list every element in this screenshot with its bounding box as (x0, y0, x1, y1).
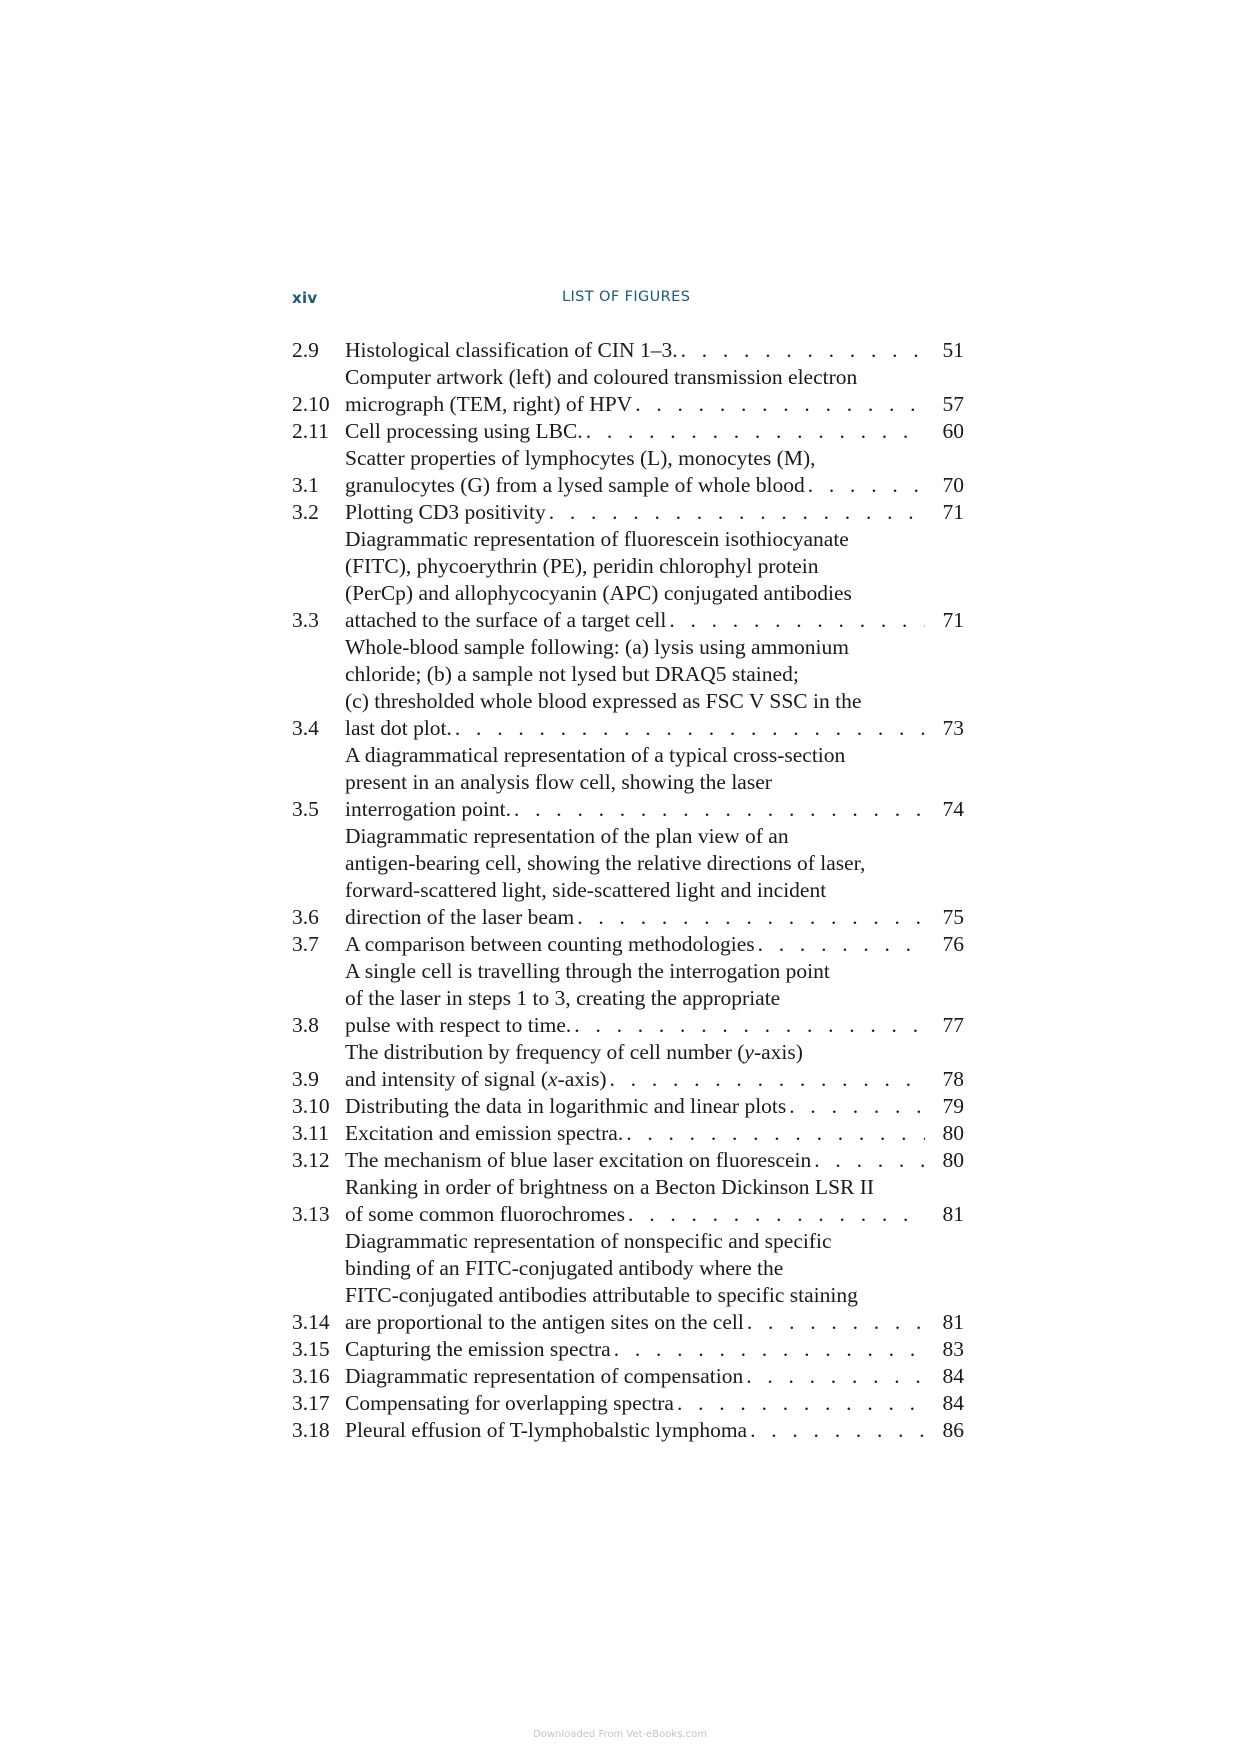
dot-leader (750, 1417, 925, 1444)
figure-number: 3.3 (292, 608, 319, 632)
figure-entry (292, 742, 964, 823)
dot-leader (574, 1012, 925, 1039)
caption-line: Capturing the emission spectra (345, 1337, 611, 1361)
dot-leader (514, 796, 925, 823)
page-number: 74 (942, 797, 964, 821)
figure-entry (292, 445, 964, 499)
caption-line: A single cell is travelling through the interrogation point (345, 959, 830, 983)
caption-line: FITC-conjugated antibodies attributable to specific staining (345, 1283, 858, 1307)
page-number: 83 (942, 1337, 964, 1361)
caption-line: Histological classification of CIN 1–3. (345, 338, 678, 362)
figure-entry (292, 364, 964, 418)
caption-line: Diagrammatic representation of fluorescein isothiocyanate (345, 527, 849, 551)
dot-leader (586, 418, 925, 445)
figure-number: 3.8 (292, 1013, 319, 1037)
caption-line: chloride; (b) a sample not lysed but DRAQ5 stained; (345, 662, 799, 686)
caption-last-line (345, 1147, 925, 1174)
figure-entry (292, 1228, 964, 1336)
dot-leader (549, 499, 925, 526)
page-number: 70 (942, 473, 964, 497)
figure-number: 2.9 (292, 338, 319, 362)
page-folio: xiv (292, 289, 318, 307)
page-number: 60 (942, 419, 964, 443)
figure-entry (292, 1120, 964, 1147)
page-number: 71 (942, 500, 964, 524)
dot-leader (455, 715, 925, 742)
caption-last-line (345, 391, 925, 418)
figure-entry (292, 1174, 964, 1228)
figure-caption (345, 445, 925, 499)
caption-line: (PerCp) and allophycocyanin (APC) conjugated antibodies (345, 581, 852, 605)
dot-leader (628, 1201, 925, 1228)
figure-number: 3.4 (292, 716, 319, 740)
page-number: 79 (942, 1094, 964, 1118)
figure-entry (292, 337, 964, 364)
dot-leader (614, 1336, 925, 1363)
page-number: 84 (942, 1391, 964, 1415)
figure-number: 3.10 (292, 1094, 330, 1118)
page-number: 86 (942, 1418, 964, 1442)
dot-leader (789, 1093, 925, 1120)
figure-number: 3.1 (292, 473, 319, 497)
caption-last-line (345, 931, 925, 958)
caption-line: Distributing the data in logarithmic and linear plots (345, 1094, 787, 1118)
figure-entry (292, 1336, 964, 1363)
page-number: 81 (942, 1202, 964, 1226)
caption-line: antigen-bearing cell, showing the relative directions of laser, (345, 851, 866, 875)
figure-entry (292, 1039, 964, 1093)
figure-caption (345, 1039, 925, 1093)
page-number: 80 (942, 1148, 964, 1172)
page-number: 51 (942, 338, 964, 362)
caption-line: are proportional to the antigen sites on the cell (345, 1310, 744, 1334)
caption-line: interrogation point. (345, 797, 511, 821)
figure-number: 3.2 (292, 500, 319, 524)
caption-line: Scatter properties of lymphocytes (L), monocytes (M), (345, 446, 816, 470)
caption-last-line (345, 1390, 925, 1417)
caption-last-line (345, 1093, 925, 1120)
dot-leader (677, 1390, 925, 1417)
figure-entry (292, 499, 964, 526)
dot-leader (626, 1120, 925, 1147)
caption-last-line (345, 337, 925, 364)
caption-line: Excitation and emission spectra. (345, 1121, 624, 1145)
running-head (292, 289, 964, 313)
figure-entry (292, 634, 964, 742)
caption-line: Diagrammatic representation of compensation (345, 1364, 744, 1388)
figure-caption (345, 1147, 925, 1174)
figure-number: 3.6 (292, 905, 319, 929)
caption-last-line (345, 472, 925, 499)
section-title: LIST OF FIGURES (562, 289, 691, 305)
figure-caption (345, 1228, 925, 1336)
caption-line: pulse with respect to time. (345, 1013, 572, 1037)
figure-entry (292, 1390, 964, 1417)
caption-last-line (345, 1336, 925, 1363)
figure-entry (292, 1363, 964, 1390)
caption-last-line (345, 1309, 925, 1336)
dot-leader (681, 337, 925, 364)
figure-caption (345, 1120, 925, 1147)
figure-number: 3.14 (292, 1310, 330, 1334)
page-number: 75 (942, 905, 964, 929)
page-number: 81 (942, 1310, 964, 1334)
page-number: 73 (942, 716, 964, 740)
figure-number: 3.9 (292, 1067, 319, 1091)
figure-caption (345, 1390, 925, 1417)
page-number: 57 (942, 392, 964, 416)
caption-last-line (345, 1417, 925, 1444)
figure-entry (292, 931, 964, 958)
caption-last-line (345, 796, 925, 823)
figure-caption (345, 1363, 925, 1390)
figure-entry (292, 1147, 964, 1174)
figure-caption (345, 499, 925, 526)
caption-line: micrograph (TEM, right) of HPV (345, 392, 633, 416)
figure-caption (345, 742, 925, 823)
page-number: 77 (942, 1013, 964, 1037)
dot-leader (808, 472, 925, 499)
figure-number: 3.13 (292, 1202, 330, 1226)
figure-caption (345, 958, 925, 1039)
caption-line: Whole-blood sample following: (a) lysis using ammonium (345, 635, 849, 659)
figure-entry (292, 1417, 964, 1444)
figure-caption (345, 634, 925, 742)
caption-line: The mechanism of blue laser excitation on fluorescein (345, 1148, 812, 1172)
caption-last-line (345, 715, 925, 742)
dot-leader (669, 607, 925, 634)
figure-number: 2.10 (292, 392, 330, 416)
figure-caption (345, 1174, 925, 1228)
caption-line: present in an analysis flow cell, showing the laser (345, 770, 772, 794)
figure-number: 3.5 (292, 797, 319, 821)
download-watermark: Downloaded From Vet-eBooks.com (533, 1729, 707, 1740)
figure-caption (345, 1336, 925, 1363)
caption-last-line (345, 418, 925, 445)
dot-leader (747, 1309, 925, 1336)
caption-line: forward-scattered light, side-scattered light and incident (345, 878, 827, 902)
caption-line: attached to the surface of a target cell (345, 608, 667, 632)
figure-number: 3.12 (292, 1148, 330, 1172)
figure-caption (345, 526, 925, 634)
caption-line: Pleural effusion of T-lymphobalstic lymphoma (345, 1418, 748, 1442)
figure-entry (292, 1093, 964, 1120)
caption-line: of some common fluorochromes (345, 1202, 626, 1226)
caption-last-line (345, 904, 925, 931)
figure-caption (345, 1093, 925, 1120)
figure-entry (292, 526, 964, 634)
figure-list (292, 337, 964, 1444)
figure-number: 3.15 (292, 1337, 330, 1361)
page-number: 80 (942, 1121, 964, 1145)
figure-caption (345, 418, 925, 445)
caption-last-line (345, 1201, 925, 1228)
figure-caption (345, 364, 925, 418)
caption-line: Plotting CD3 positivity (345, 500, 546, 524)
page-number: 76 (942, 932, 964, 956)
caption-line: Diagrammatic representation of nonspecific and specific (345, 1229, 832, 1253)
dot-leader (758, 931, 925, 958)
dot-leader (746, 1363, 925, 1390)
page-number: 78 (942, 1067, 964, 1091)
figure-number: 3.17 (292, 1391, 330, 1415)
figure-caption (345, 1417, 925, 1444)
caption-line: last dot plot. (345, 716, 452, 740)
dot-leader (577, 904, 925, 931)
caption-line: A comparison between counting methodologies (345, 932, 755, 956)
figure-entry (292, 958, 964, 1039)
figure-caption (345, 823, 925, 931)
dot-leader (814, 1147, 925, 1174)
page-number: 84 (942, 1364, 964, 1388)
caption-line: and intensity of signal (x-axis) (345, 1067, 607, 1091)
caption-line: Computer artwork (left) and coloured transmission electron (345, 365, 858, 389)
caption-line: of the laser in steps 1 to 3, creating the appropriate (345, 986, 781, 1010)
caption-last-line (345, 1012, 925, 1039)
page-number: 71 (942, 608, 964, 632)
caption-line: Compensating for overlapping spectra (345, 1391, 674, 1415)
caption-line: Ranking in order of brightness on a Becton Dickinson LSR II (345, 1175, 875, 1199)
figure-caption (345, 931, 925, 958)
figure-entry (292, 823, 964, 931)
caption-line: granulocytes (G) from a lysed sample of whole blood (345, 473, 805, 497)
dot-leader (610, 1066, 925, 1093)
caption-last-line (345, 1066, 925, 1093)
dot-leader (635, 391, 925, 418)
figure-number: 3.18 (292, 1418, 330, 1442)
caption-last-line (345, 1363, 925, 1390)
figure-number: 3.7 (292, 932, 319, 956)
caption-last-line (345, 607, 925, 634)
figure-number: 3.16 (292, 1364, 330, 1388)
figure-entry (292, 418, 964, 445)
figure-number: 3.11 (292, 1121, 329, 1145)
caption-line: binding of an FITC-conjugated antibody where the (345, 1256, 784, 1280)
figure-number: 2.11 (292, 419, 329, 443)
caption-line: A diagrammatical representation of a typical cross-section (345, 743, 846, 767)
caption-line: (c) thresholded whole blood expressed as FSC V SSC in the (345, 689, 862, 713)
caption-last-line (345, 499, 925, 526)
caption-line: direction of the laser beam (345, 905, 575, 929)
caption-line: Diagrammatic representation of the plan view of an (345, 824, 789, 848)
caption-line: The distribution by frequency of cell number (y-axis) (345, 1040, 803, 1064)
figure-caption (345, 337, 925, 364)
caption-last-line (345, 1120, 925, 1147)
caption-line: Cell processing using LBC. (345, 419, 583, 443)
caption-line: (FITC), phycoerythrin (PE), peridin chlorophyl protein (345, 554, 819, 578)
